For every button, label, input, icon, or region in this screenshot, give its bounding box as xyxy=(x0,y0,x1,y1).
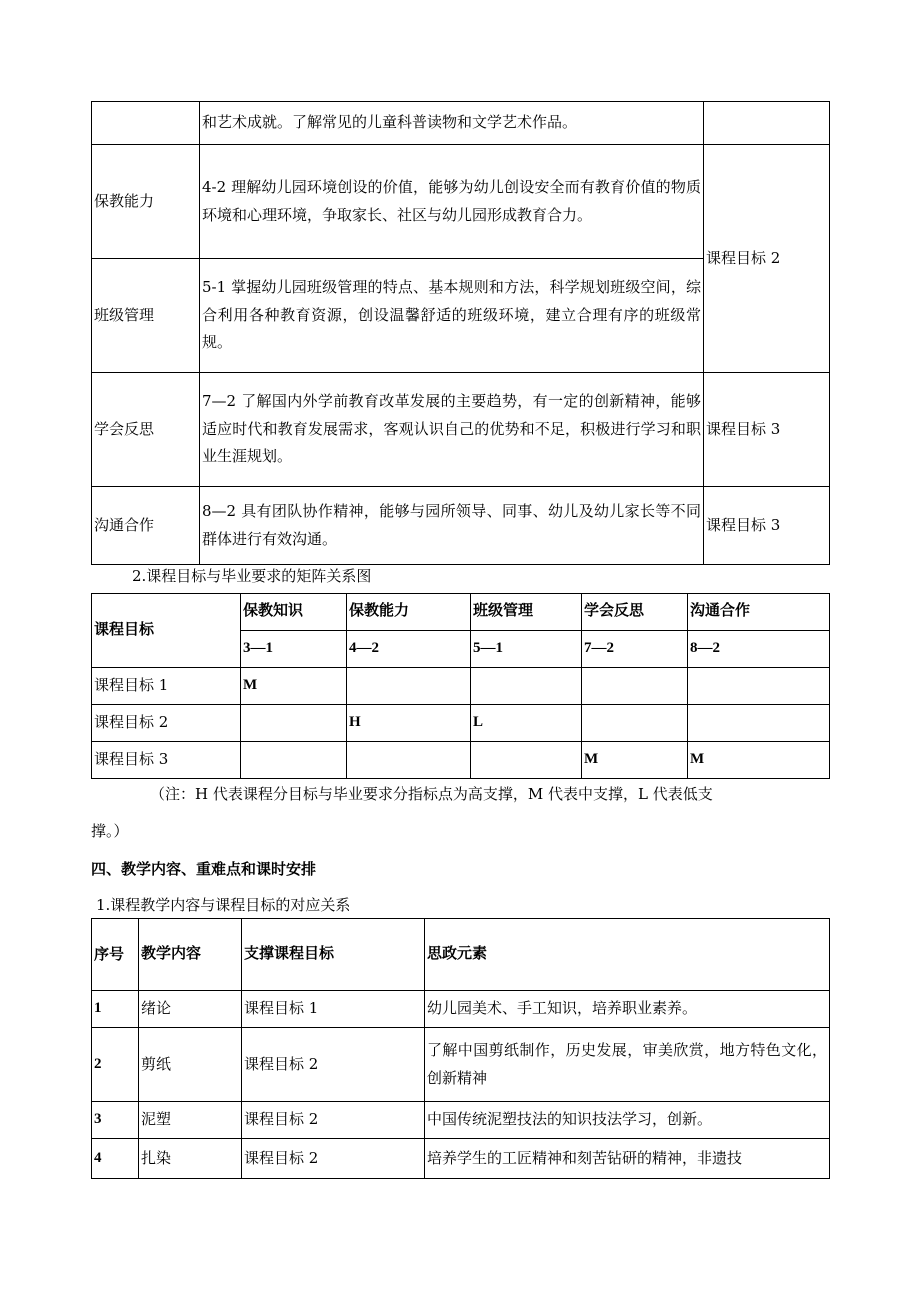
req-goal xyxy=(704,102,830,145)
header-content: 教学内容 xyxy=(139,919,242,991)
matrix-header: 学会反思 xyxy=(582,594,688,631)
matrix-code: 4—2 xyxy=(347,631,471,668)
matrix-code: 5—1 xyxy=(471,631,582,668)
row-no: 1 xyxy=(92,991,139,1028)
requirements-table xyxy=(91,101,830,565)
section-heading: 四、教学内容、重难点和课时安排 xyxy=(91,860,317,878)
req-goal: 课程目标 2 xyxy=(704,145,830,373)
row-content: 剪纸 xyxy=(139,1028,242,1102)
req-description: 5-1 掌握幼儿园班级管理的特点、基本规则和方法，科学规划班级空间，综合利用各种教育资源，创设温馨舒适的班级环境，建立合理有序的班级常规。 xyxy=(200,259,704,373)
matrix-cell: M xyxy=(241,668,347,705)
matrix-cell xyxy=(241,742,347,779)
matrix-corner: 课程目标 xyxy=(92,594,241,668)
matrix-cell xyxy=(347,668,471,705)
note-line-1: （注：H 代表课程分目标与毕业要求分指标点为高支撑，M 代表中支撑，L 代表低支 xyxy=(150,785,713,803)
matrix-cell xyxy=(347,742,471,779)
header-ideology: 思政元素 xyxy=(425,919,830,991)
matrix-header: 保教知识 xyxy=(241,594,347,631)
row-no: 4 xyxy=(92,1139,139,1179)
matrix-cell xyxy=(582,668,688,705)
row-goal: 课程目标 2 xyxy=(242,1139,425,1179)
table-row xyxy=(92,668,830,705)
row-ideology: 幼儿园美术、手工知识，培养职业素养。 xyxy=(425,991,830,1028)
row-content: 绪论 xyxy=(139,991,242,1028)
row-goal: 课程目标 2 xyxy=(242,1102,425,1139)
matrix-code: 7—2 xyxy=(582,631,688,668)
table-row xyxy=(92,742,830,779)
req-description: 4-2 理解幼儿园环境创设的价值，能够为幼儿创设安全而有教育价值的物质环境和心理环境，争取家长、社区与幼儿园形成教育合力。 xyxy=(200,145,704,259)
matrix-code: 3—1 xyxy=(241,631,347,668)
req-category: 学会反思 xyxy=(92,373,200,487)
matrix-row-label: 课程目标 3 xyxy=(92,742,241,779)
table-row xyxy=(92,1102,830,1139)
row-goal: 课程目标 2 xyxy=(242,1028,425,1102)
matrix-cell xyxy=(688,668,830,705)
content-caption: 1.课程教学内容与课程目标的对应关系 xyxy=(96,896,351,914)
table-row xyxy=(92,373,830,487)
matrix-header: 沟通合作 xyxy=(688,594,830,631)
table-row xyxy=(92,1028,830,1102)
matrix-cell: M xyxy=(582,742,688,779)
row-ideology: 中国传统泥塑技法的知识技法学习，创新。 xyxy=(425,1102,830,1139)
req-category xyxy=(92,102,200,145)
req-description: 8—2 具有团队协作精神，能够与园所领导、同事、幼儿及幼儿家长等不同群体进行有效沟通。 xyxy=(200,487,704,565)
row-content: 泥塑 xyxy=(139,1102,242,1139)
req-goal: 课程目标 3 xyxy=(704,487,830,565)
matrix-row-label: 课程目标 1 xyxy=(92,668,241,705)
content-table xyxy=(91,918,830,1179)
table-row xyxy=(92,991,830,1028)
matrix-cell: L xyxy=(471,705,582,742)
matrix-header: 班级管理 xyxy=(471,594,582,631)
req-description: 7—2 了解国内外学前教育改革发展的主要趋势，有一定的创新精神，能够适应时代和教育发展需求，客观认识自己的优势和不足，积极进行学习和职业生涯规划。 xyxy=(200,373,704,487)
note-line-2: 撑。） xyxy=(91,822,129,840)
table-row xyxy=(92,705,830,742)
matrix-code: 8—2 xyxy=(688,631,830,668)
req-goal: 课程目标 3 xyxy=(704,373,830,487)
content-header-row xyxy=(92,919,830,991)
table-row xyxy=(92,102,830,145)
matrix-cell xyxy=(582,705,688,742)
matrix-cell: M xyxy=(688,742,830,779)
row-ideology: 培养学生的工匠精神和刻苦钻研的精神，非遗技 xyxy=(425,1139,830,1179)
table-row xyxy=(92,487,830,565)
req-category: 保教能力 xyxy=(92,145,200,259)
matrix-caption: 2.课程目标与毕业要求的矩阵关系图 xyxy=(132,567,372,585)
req-description: 和艺术成就。了解常见的儿童科普读物和文学艺术作品。 xyxy=(200,102,704,145)
header-no: 序号 xyxy=(92,919,139,991)
matrix-cell: H xyxy=(347,705,471,742)
req-category: 沟通合作 xyxy=(92,487,200,565)
table-row xyxy=(92,1139,830,1179)
header-goal: 支撑课程目标 xyxy=(242,919,425,991)
matrix-header: 保教能力 xyxy=(347,594,471,631)
table-row xyxy=(92,145,830,259)
matrix-row-label: 课程目标 2 xyxy=(92,705,241,742)
matrix-table xyxy=(91,593,830,779)
row-no: 3 xyxy=(92,1102,139,1139)
req-category: 班级管理 xyxy=(92,259,200,373)
row-no: 2 xyxy=(92,1028,139,1102)
matrix-cell xyxy=(471,742,582,779)
row-content: 扎染 xyxy=(139,1139,242,1179)
matrix-cell xyxy=(471,668,582,705)
row-ideology: 了解中国剪纸制作，历史发展，审美欣赏，地方特色文化，创新精神 xyxy=(425,1028,830,1102)
matrix-cell xyxy=(688,705,830,742)
matrix-cell xyxy=(241,705,347,742)
row-goal: 课程目标 1 xyxy=(242,991,425,1028)
matrix-header-row xyxy=(92,594,830,631)
